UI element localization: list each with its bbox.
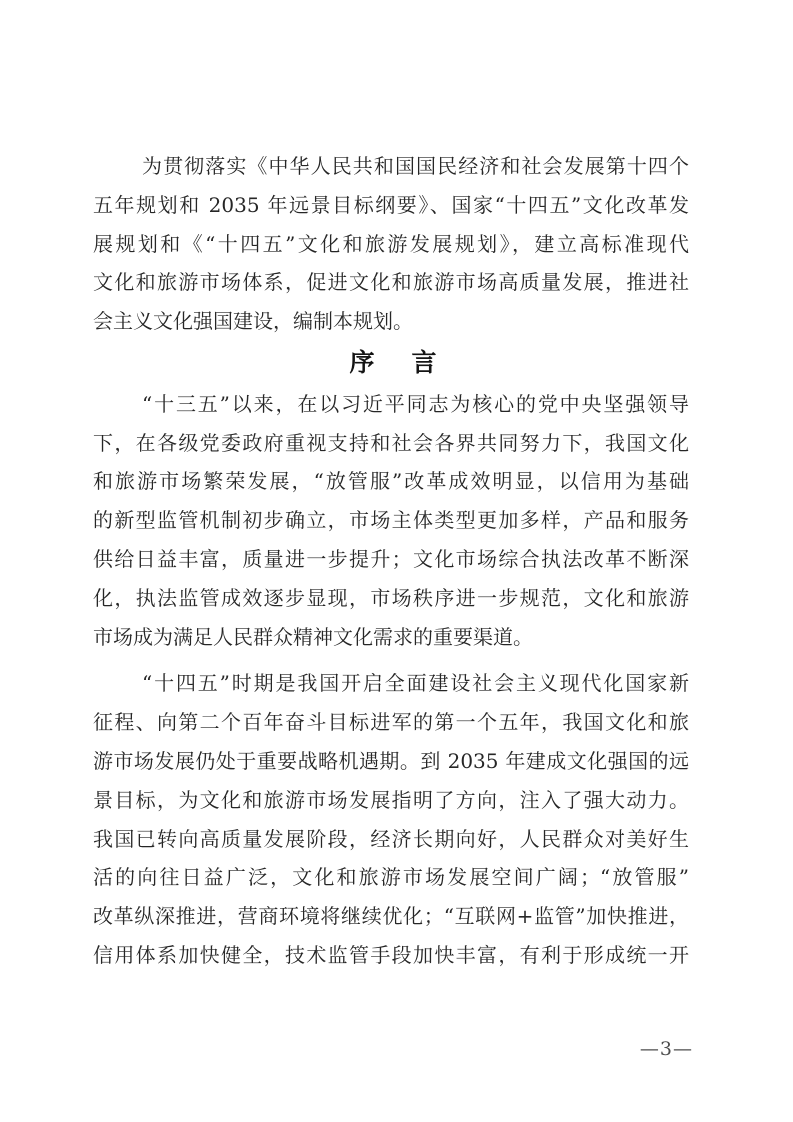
paragraph-line: 和旅游市场繁荣发展，“放管服”改革成效明显，以信用为基础: [93, 469, 689, 494]
paragraph-line: 文化和旅游市场体系，促进文化和旅游市场高质量发展，推进社: [93, 270, 689, 295]
paragraph-line: 景目标，为文化和旅游市场发展指明了方向，注入了强大动力。: [93, 787, 689, 812]
paragraph-line: 会主义文化强国建设，编制本规划。: [93, 309, 413, 334]
paragraph-line: 下，在各级党委政府重视支持和社会各界共同努力下，我国文化: [93, 430, 689, 455]
paragraph-line: 为贯彻落实《中华人民共和国国民经济和社会发展第十四个: [142, 154, 689, 178]
paragraph-line: “十四五”时期是我国开启全面建设社会主义现代化国家新: [142, 671, 689, 696]
paragraph-line: 市场成为满足人民群众精神文化需求的重要渠道。: [93, 624, 533, 649]
page-number: —3—: [639, 1038, 693, 1060]
paragraph-line: 化，执法监管成效逐步显现，市场秩序进一步规范，文化和旅游: [93, 585, 689, 610]
paragraph-line: 信用体系加快健全，技术监管手段加快丰富，有利于形成统一开: [93, 942, 689, 967]
section-heading: 序 言: [349, 347, 443, 377]
paragraph: [93, 385, 689, 657]
paragraph-line: 游市场发展仍处于重要战略机遇期。到 2035 年建成文化强国的远: [93, 748, 689, 773]
paragraph-line: “十三五”以来，在以习近平同志为核心的党中央坚强领导: [142, 391, 689, 416]
paragraph-line: 改革纵深推进，营商环境将继续优化；“互联网+监管”加快推进，: [93, 904, 689, 929]
paragraph-line: 的新型监管机制初步确立，市场主体类型更加多样，产品和服务: [93, 508, 689, 533]
paragraph-line: 活的向往日益广泛，文化和旅游市场发展空间广阔；“放管服”: [93, 865, 689, 890]
paragraph: [93, 147, 689, 341]
paragraph-line: 五年规划和 2035 年远景目标纲要》、国家“十四五”文化改革发: [93, 192, 689, 217]
paragraph-line: 展规划和《“十四五”文化和旅游发展规划》，建立高标准现代: [93, 231, 689, 256]
text-block: [93, 147, 689, 975]
paragraph: [93, 664, 689, 974]
paragraph-line: 征程、向第二个百年奋斗目标进军的第一个五年，我国文化和旅: [93, 710, 689, 735]
paragraph-line: 我国已转向高质量发展阶段，经济长期向好，人民群众对美好生: [93, 826, 689, 851]
paragraph-line: 供给日益丰富，质量进一步提升；文化市场综合执法改革不断深: [93, 546, 689, 571]
